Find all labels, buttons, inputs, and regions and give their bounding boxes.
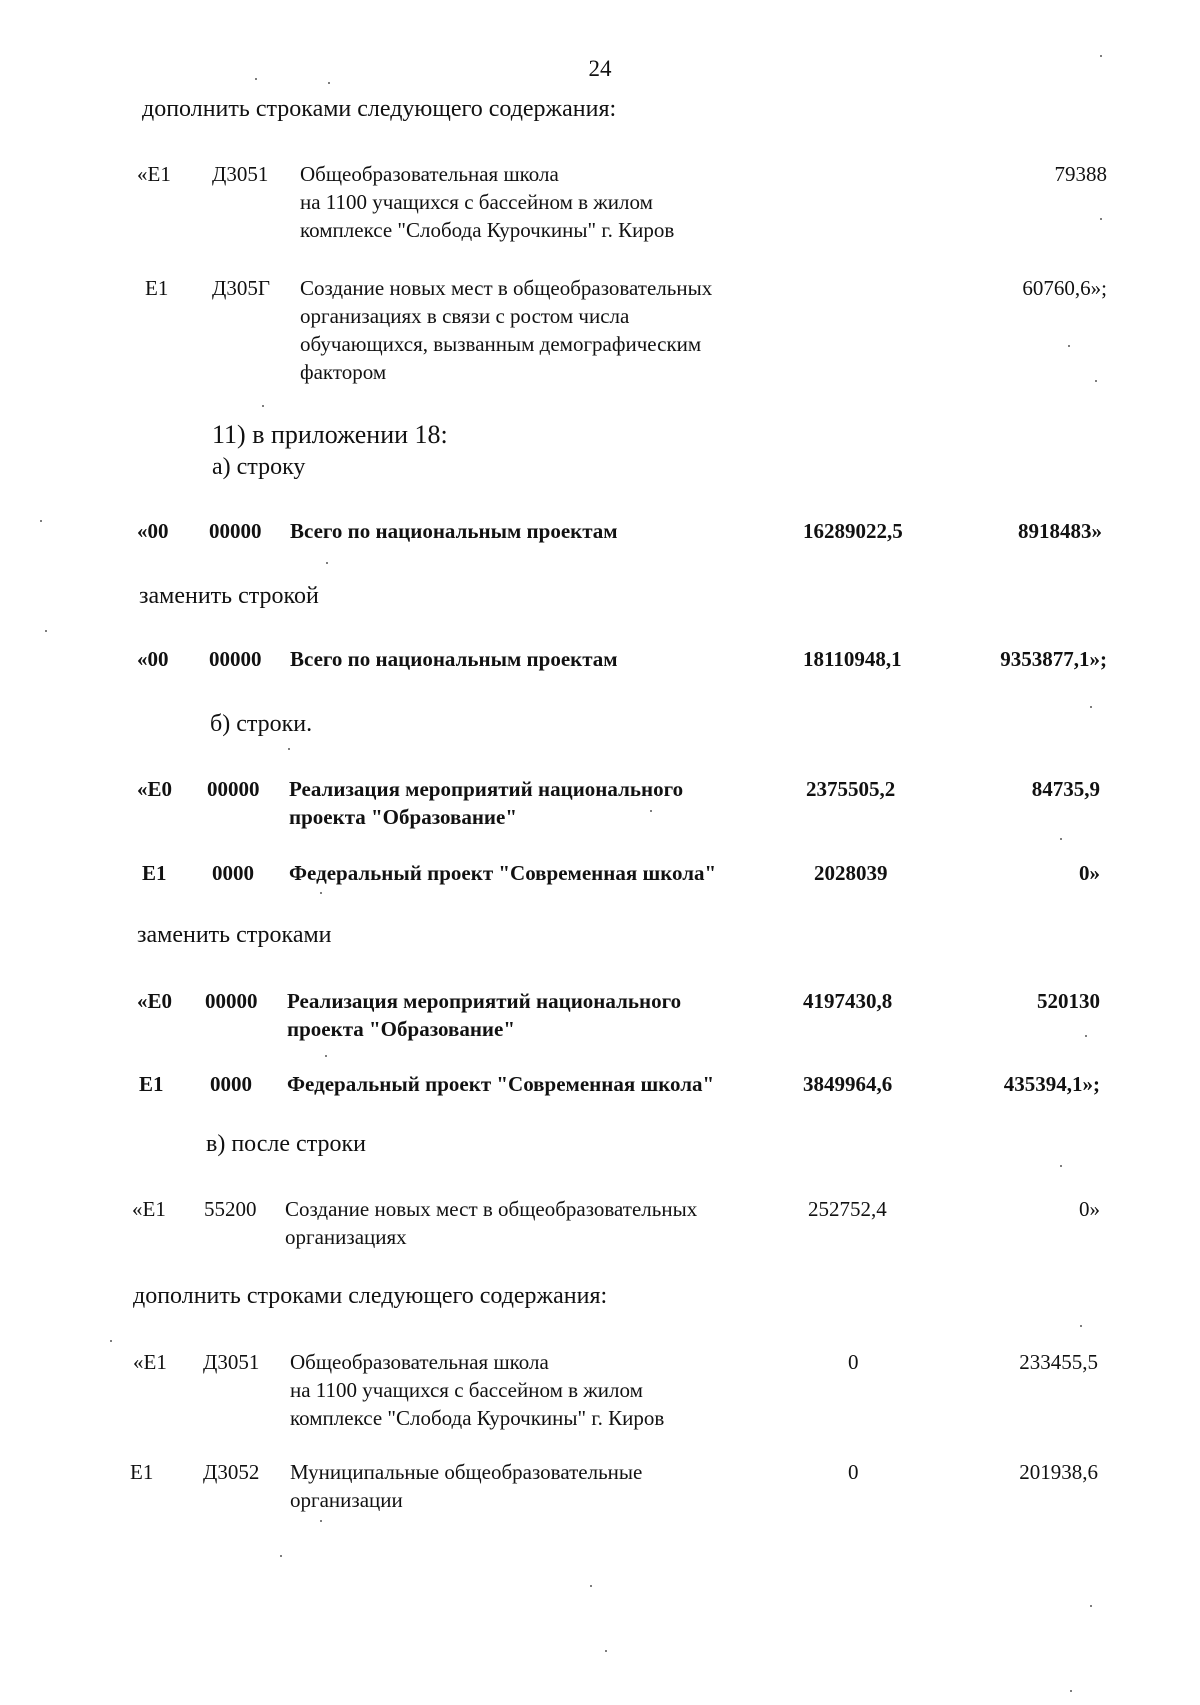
row-value-2: 435394,1»;	[1003, 1072, 1100, 1096]
replace-with-rows-text: заменить строками	[137, 922, 332, 948]
row-value-2: 520130	[1037, 989, 1100, 1013]
row-code-1: «00	[137, 519, 169, 543]
scan-speck	[326, 562, 328, 564]
scan-speck	[1085, 1035, 1087, 1037]
scan-speck	[1070, 1690, 1072, 1692]
row-code-1: Е1	[139, 1072, 164, 1096]
row-code-1: «00	[137, 647, 169, 671]
row-description: Создание новых мест в общеобразовательных организациях в связи с ростом числа обучающихся, вызванным демографическим фактором	[300, 276, 713, 384]
row-value-1: 252752,4	[808, 1197, 887, 1221]
scan-speck	[1080, 1325, 1082, 1327]
row-description: Общеобразовательная школа на 1100 учащихся с бассейном в жилом комплексе "Слобода Курочкины" г. Киров	[290, 1350, 665, 1430]
scan-speck	[1090, 706, 1092, 708]
row-code-2: 00000	[205, 989, 258, 1013]
row-value-2: 60760,6»;	[1022, 276, 1107, 300]
subsection-a: а) строку	[212, 454, 306, 480]
row-code-1: Е1	[145, 276, 169, 300]
row-code-2: Д3051	[212, 162, 269, 186]
row-code-2: 00000	[209, 519, 262, 543]
row-value-2: 84735,9	[1031, 777, 1100, 801]
row-value-1: 3849964,6	[803, 1072, 893, 1096]
row-value-2: 233455,5	[1019, 1350, 1098, 1374]
page-number: 24	[588, 56, 612, 81]
row-code-1: «Е1	[132, 1197, 166, 1221]
scan-speck	[1100, 55, 1102, 57]
scan-speck	[605, 1650, 607, 1652]
row-code-2: Д305Г	[212, 276, 270, 300]
row-description: Реализация мероприятий национального проекта "Образование"	[289, 777, 684, 829]
row-code-1: «Е0	[137, 989, 173, 1013]
row-description: Всего по национальным проектам	[290, 647, 618, 671]
row-code-2: 00000	[207, 777, 260, 801]
scan-speck	[650, 810, 652, 812]
row-value-1: 16289022,5	[803, 519, 903, 543]
row-value-1: 4197430,8	[803, 989, 893, 1013]
row-code-2: 0000	[212, 861, 254, 885]
row-description: Общеобразовательная школа на 1100 учащихся с бассейном в жилом комплексе "Слобода Курочкины" г. Киров	[300, 162, 675, 242]
row-value-2: 8918483»	[1018, 519, 1102, 543]
intro-add-rows-text: дополнить строками следующего содержания:	[142, 96, 617, 122]
row-description: Создание новых мест в общеобразовательных организациях	[285, 1197, 698, 1249]
row-code-2: 0000	[210, 1072, 252, 1096]
scan-speck	[1060, 838, 1062, 840]
row-description: Реализация мероприятий национального проекта "Образование"	[287, 989, 682, 1041]
row-value-2: 0»	[1079, 1197, 1100, 1221]
row-description: Федеральный проект "Современная школа"	[287, 1072, 715, 1096]
row-code-1: Е1	[130, 1460, 154, 1484]
row-value-1: 0	[848, 1460, 859, 1484]
row-value-1: 2375505,2	[806, 777, 896, 801]
scan-speck	[255, 78, 257, 80]
subsection-v: в) после строки	[206, 1131, 366, 1157]
row-description: Всего по национальным проектам	[290, 519, 618, 543]
scan-speck	[1090, 1605, 1092, 1607]
scan-speck	[1100, 218, 1102, 220]
row-description: Федеральный проект "Современная школа"	[289, 861, 717, 885]
row-code-2: Д3052	[203, 1460, 260, 1484]
row-code-1: Е1	[142, 861, 167, 885]
scan-speck	[328, 82, 330, 84]
row-value-1: 18110948,1	[803, 647, 902, 671]
scan-speck	[288, 748, 290, 750]
row-value-1: 0	[848, 1350, 859, 1374]
scan-speck	[280, 1555, 282, 1557]
row-code-2: 55200	[204, 1197, 257, 1221]
row-value-2: 79388	[1054, 162, 1107, 186]
add-rows-text: дополнить строками следующего содержания:	[133, 1283, 608, 1309]
scan-speck	[1060, 1165, 1062, 1167]
row-description: Муниципальные общеобразовательные организации	[290, 1460, 643, 1512]
row-code-2: 00000	[209, 647, 262, 671]
scan-speck	[45, 630, 47, 632]
scan-speck	[110, 1340, 112, 1342]
row-value-1: 2028039	[814, 861, 888, 885]
scan-speck	[1068, 345, 1070, 347]
scan-speck	[325, 1055, 327, 1057]
scan-speck	[40, 520, 42, 522]
row-code-2: Д3051	[203, 1350, 260, 1374]
row-value-2: 9353877,1»;	[1000, 647, 1107, 671]
scan-speck	[320, 1520, 322, 1522]
row-code-1: «Е0	[137, 777, 173, 801]
scan-speck	[320, 892, 322, 894]
section-heading-appendix-18: 11) в приложении 18:	[212, 420, 448, 449]
scan-speck	[590, 1585, 592, 1587]
scan-speck	[262, 405, 264, 407]
row-value-2: 0»	[1079, 861, 1100, 885]
scan-speck	[1095, 380, 1097, 382]
row-code-1: «Е1	[133, 1350, 167, 1374]
row-code-1: «Е1	[137, 162, 171, 186]
row-value-2: 201938,6	[1019, 1460, 1098, 1484]
replace-with-row-text: заменить строкой	[139, 583, 319, 609]
subsection-b: б) строки.	[210, 711, 313, 737]
